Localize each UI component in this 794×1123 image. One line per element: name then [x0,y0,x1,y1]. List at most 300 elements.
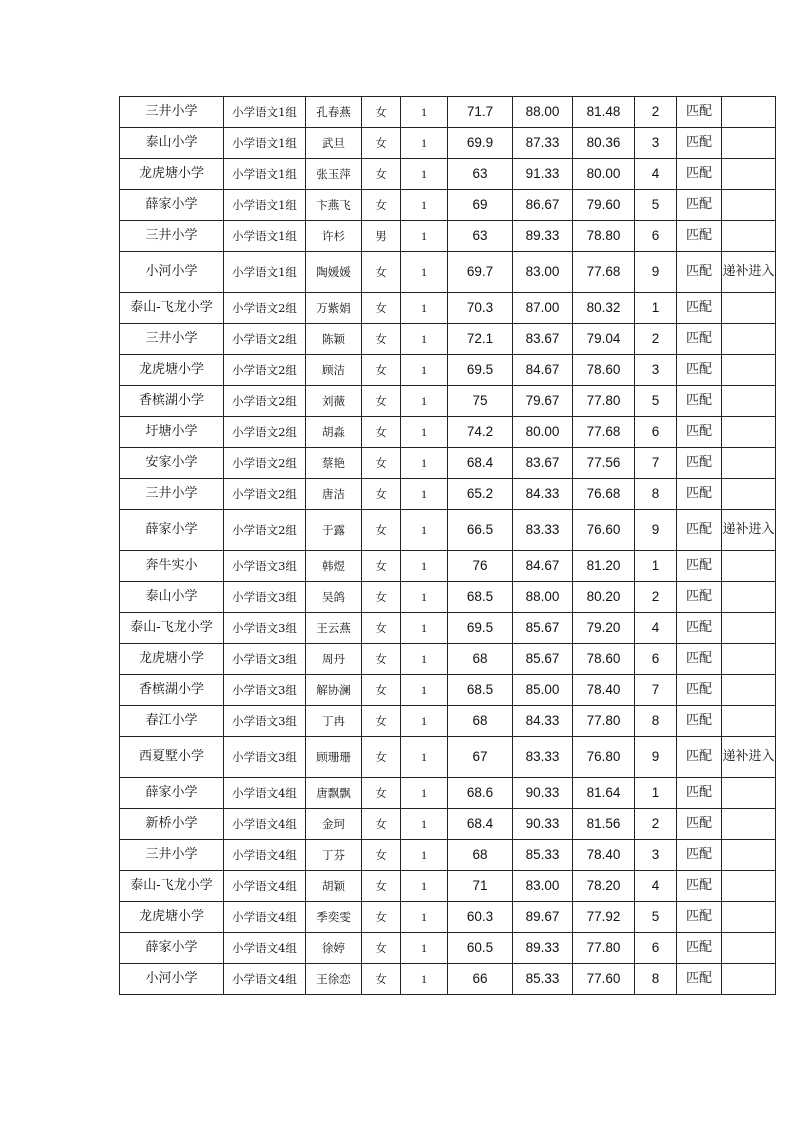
note-cell [722,190,776,221]
rank-cell: 3 [635,128,677,159]
group-cell: 小学语文3组 [224,551,306,582]
match-cell: 匹配 [677,448,722,479]
rank-cell: 4 [635,159,677,190]
group-cell: 小学语文4组 [224,809,306,840]
name-cell: 武旦 [306,128,362,159]
total-score-cell: 78.40 [573,840,635,871]
table-row [120,355,776,386]
total-score-cell: 77.68 [573,417,635,448]
name-cell: 唐飘飘 [306,778,362,809]
name-cell: 王徐恋 [306,964,362,995]
group-cell: 小学语文2组 [224,293,306,324]
name-cell: 于露 [306,510,362,551]
interview-score-cell: 84.33 [513,479,573,510]
note-cell: 递补进入 [722,510,776,551]
group-cell: 小学语文2组 [224,510,306,551]
group-cell: 小学语文3组 [224,737,306,778]
interview-score-cell: 89.33 [513,933,573,964]
name-cell: 周丹 [306,644,362,675]
count-cell: 1 [401,159,448,190]
note-cell [722,675,776,706]
note-cell [722,293,776,324]
table-row [120,293,776,324]
school-cell: 小河小学 [120,964,224,995]
gender-cell: 女 [362,737,401,778]
table-row [120,97,776,128]
rank-cell: 6 [635,417,677,448]
count-cell: 1 [401,252,448,293]
written-score-cell: 60.3 [448,902,513,933]
group-cell: 小学语文1组 [224,97,306,128]
note-cell: 递补进入 [722,737,776,778]
school-cell: 三井小学 [120,221,224,252]
gender-cell: 女 [362,675,401,706]
interview-score-cell: 85.33 [513,964,573,995]
total-score-cell: 80.00 [573,159,635,190]
interview-score-cell: 83.33 [513,510,573,551]
total-score-cell: 79.20 [573,613,635,644]
written-score-cell: 68.4 [448,448,513,479]
total-score-cell: 81.48 [573,97,635,128]
rank-cell: 8 [635,964,677,995]
match-cell: 匹配 [677,809,722,840]
interview-score-cell: 83.67 [513,324,573,355]
school-cell: 薛家小学 [120,933,224,964]
table-row [120,964,776,995]
count-cell: 1 [401,448,448,479]
match-cell: 匹配 [677,964,722,995]
table-row [120,448,776,479]
total-score-cell: 76.68 [573,479,635,510]
school-cell: 泰山-飞龙小学 [120,293,224,324]
school-cell: 安家小学 [120,448,224,479]
name-cell: 蔡艳 [306,448,362,479]
interview-score-cell: 83.00 [513,871,573,902]
interview-score-cell: 87.33 [513,128,573,159]
school-cell: 香槟湖小学 [120,386,224,417]
match-cell: 匹配 [677,551,722,582]
interview-score-cell: 90.33 [513,809,573,840]
name-cell: 刘薇 [306,386,362,417]
interview-score-cell: 84.67 [513,355,573,386]
name-cell: 韩煜 [306,551,362,582]
group-cell: 小学语文2组 [224,479,306,510]
group-cell: 小学语文3组 [224,613,306,644]
match-cell: 匹配 [677,510,722,551]
match-cell: 匹配 [677,190,722,221]
match-cell: 匹配 [677,582,722,613]
interview-score-cell: 85.33 [513,840,573,871]
group-cell: 小学语文2组 [224,386,306,417]
interview-score-cell: 91.33 [513,159,573,190]
interview-score-cell: 83.33 [513,737,573,778]
school-cell: 泰山小学 [120,582,224,613]
name-cell: 许杉 [306,221,362,252]
note-cell [722,128,776,159]
written-score-cell: 71.7 [448,97,513,128]
table-row [120,613,776,644]
table-row [120,417,776,448]
table-row [120,324,776,355]
total-score-cell: 80.32 [573,293,635,324]
rank-cell: 4 [635,871,677,902]
school-cell: 泰山小学 [120,128,224,159]
rank-cell: 5 [635,902,677,933]
match-cell: 匹配 [677,902,722,933]
written-score-cell: 68 [448,840,513,871]
match-cell: 匹配 [677,706,722,737]
total-score-cell: 76.60 [573,510,635,551]
note-cell [722,964,776,995]
written-score-cell: 66.5 [448,510,513,551]
gender-cell: 女 [362,159,401,190]
name-cell: 胡颖 [306,871,362,902]
group-cell: 小学语文4组 [224,840,306,871]
gender-cell: 女 [362,448,401,479]
school-cell: 小河小学 [120,252,224,293]
interview-score-cell: 88.00 [513,582,573,613]
interview-score-cell: 89.67 [513,902,573,933]
gender-cell: 女 [362,293,401,324]
interview-score-cell: 85.67 [513,644,573,675]
school-cell: 薛家小学 [120,778,224,809]
match-cell: 匹配 [677,871,722,902]
rank-cell: 3 [635,840,677,871]
interview-score-cell: 83.67 [513,448,573,479]
total-score-cell: 76.80 [573,737,635,778]
name-cell: 丁冉 [306,706,362,737]
name-cell: 陶媛媛 [306,252,362,293]
total-score-cell: 80.36 [573,128,635,159]
school-cell: 春江小学 [120,706,224,737]
rank-cell: 9 [635,252,677,293]
count-cell: 1 [401,871,448,902]
note-cell [722,933,776,964]
table-row [120,190,776,221]
count-cell: 1 [401,355,448,386]
match-cell: 匹配 [677,324,722,355]
rank-cell: 5 [635,190,677,221]
written-score-cell: 60.5 [448,933,513,964]
group-cell: 小学语文1组 [224,128,306,159]
school-cell: 三井小学 [120,324,224,355]
interview-score-cell: 86.67 [513,190,573,221]
interview-score-cell: 85.00 [513,675,573,706]
name-cell: 卞燕飞 [306,190,362,221]
gender-cell: 女 [362,386,401,417]
count-cell: 1 [401,190,448,221]
table-row [120,706,776,737]
rank-cell: 7 [635,448,677,479]
rank-cell: 4 [635,613,677,644]
table-row [120,551,776,582]
name-cell: 王云燕 [306,613,362,644]
table-row [120,840,776,871]
match-cell: 匹配 [677,293,722,324]
count-cell: 1 [401,706,448,737]
gender-cell: 女 [362,355,401,386]
table-row [120,479,776,510]
gender-cell: 女 [362,324,401,355]
table-row [120,871,776,902]
name-cell: 陈颖 [306,324,362,355]
gender-cell: 女 [362,644,401,675]
match-cell: 匹配 [677,840,722,871]
interview-score-cell: 88.00 [513,97,573,128]
rank-cell: 9 [635,737,677,778]
count-cell: 1 [401,675,448,706]
gender-cell: 女 [362,417,401,448]
total-score-cell: 79.60 [573,190,635,221]
total-score-cell: 77.56 [573,448,635,479]
written-score-cell: 70.3 [448,293,513,324]
match-cell: 匹配 [677,778,722,809]
gender-cell: 女 [362,582,401,613]
group-cell: 小学语文3组 [224,675,306,706]
name-cell: 胡淼 [306,417,362,448]
count-cell: 1 [401,128,448,159]
match-cell: 匹配 [677,97,722,128]
note-cell: 递补进入 [722,252,776,293]
written-score-cell: 68.5 [448,582,513,613]
interview-score-cell: 80.00 [513,417,573,448]
match-cell: 匹配 [677,128,722,159]
name-cell: 唐洁 [306,479,362,510]
name-cell: 万紫娟 [306,293,362,324]
match-cell: 匹配 [677,252,722,293]
gender-cell: 女 [362,778,401,809]
match-cell: 匹配 [677,933,722,964]
note-cell [722,902,776,933]
table-row [120,902,776,933]
name-cell: 丁芬 [306,840,362,871]
match-cell: 匹配 [677,386,722,417]
total-score-cell: 78.20 [573,871,635,902]
group-cell: 小学语文4组 [224,902,306,933]
match-cell: 匹配 [677,355,722,386]
note-cell [722,840,776,871]
match-cell: 匹配 [677,644,722,675]
gender-cell: 女 [362,613,401,644]
rank-cell: 2 [635,582,677,613]
written-score-cell: 68.4 [448,809,513,840]
match-cell: 匹配 [677,159,722,190]
group-cell: 小学语文2组 [224,324,306,355]
count-cell: 1 [401,964,448,995]
school-cell: 三井小学 [120,479,224,510]
note-cell [722,355,776,386]
table-row [120,386,776,417]
group-cell: 小学语文3组 [224,706,306,737]
note-cell [722,809,776,840]
table-row [120,252,776,293]
match-cell: 匹配 [677,613,722,644]
gender-cell: 女 [362,97,401,128]
interview-score-cell: 84.33 [513,706,573,737]
gender-cell: 女 [362,964,401,995]
rank-cell: 6 [635,933,677,964]
table-row [120,809,776,840]
gender-cell: 女 [362,479,401,510]
total-score-cell: 81.20 [573,551,635,582]
school-cell: 奔牛实小 [120,551,224,582]
interview-score-cell: 83.00 [513,252,573,293]
count-cell: 1 [401,582,448,613]
count-cell: 1 [401,386,448,417]
count-cell: 1 [401,221,448,252]
gender-cell: 女 [362,809,401,840]
gender-cell: 男 [362,221,401,252]
school-cell: 香槟湖小学 [120,675,224,706]
count-cell: 1 [401,933,448,964]
group-cell: 小学语文2组 [224,355,306,386]
gender-cell: 女 [362,902,401,933]
name-cell: 吴鸽 [306,582,362,613]
rank-cell: 6 [635,644,677,675]
table-row [120,159,776,190]
gender-cell: 女 [362,252,401,293]
name-cell: 金珂 [306,809,362,840]
written-score-cell: 68 [448,706,513,737]
written-score-cell: 63 [448,159,513,190]
interview-score-cell: 85.67 [513,613,573,644]
total-score-cell: 78.80 [573,221,635,252]
school-cell: 龙虎塘小学 [120,355,224,386]
group-cell: 小学语文1组 [224,221,306,252]
table-row [120,644,776,675]
written-score-cell: 74.2 [448,417,513,448]
total-score-cell: 77.68 [573,252,635,293]
count-cell: 1 [401,613,448,644]
total-score-cell: 80.20 [573,582,635,613]
name-cell: 解协澜 [306,675,362,706]
rank-cell: 2 [635,324,677,355]
total-score-cell: 77.60 [573,964,635,995]
written-score-cell: 72.1 [448,324,513,355]
count-cell: 1 [401,644,448,675]
group-cell: 小学语文2组 [224,448,306,479]
written-score-cell: 76 [448,551,513,582]
table-row [120,510,776,551]
count-cell: 1 [401,324,448,355]
note-cell [722,582,776,613]
group-cell: 小学语文3组 [224,644,306,675]
school-cell: 新桥小学 [120,809,224,840]
group-cell: 小学语文1组 [224,159,306,190]
note-cell [722,159,776,190]
school-cell: 泰山-飞龙小学 [120,613,224,644]
name-cell: 孔春燕 [306,97,362,128]
written-score-cell: 69.5 [448,355,513,386]
written-score-cell: 71 [448,871,513,902]
total-score-cell: 78.60 [573,355,635,386]
count-cell: 1 [401,551,448,582]
total-score-cell: 77.80 [573,706,635,737]
group-cell: 小学语文4组 [224,964,306,995]
total-score-cell: 78.60 [573,644,635,675]
interview-score-cell: 79.67 [513,386,573,417]
rank-cell: 5 [635,386,677,417]
school-cell: 薛家小学 [120,190,224,221]
total-score-cell: 79.04 [573,324,635,355]
name-cell: 顾珊珊 [306,737,362,778]
count-cell: 1 [401,417,448,448]
written-score-cell: 69.5 [448,613,513,644]
gender-cell: 女 [362,190,401,221]
written-score-cell: 75 [448,386,513,417]
match-cell: 匹配 [677,479,722,510]
total-score-cell: 77.80 [573,386,635,417]
school-cell: 龙虎塘小学 [120,902,224,933]
table-row [120,778,776,809]
match-cell: 匹配 [677,737,722,778]
school-cell: 三井小学 [120,97,224,128]
rank-cell: 6 [635,221,677,252]
total-score-cell: 77.80 [573,933,635,964]
gender-cell: 女 [362,933,401,964]
note-cell [722,448,776,479]
written-score-cell: 69.9 [448,128,513,159]
table-row [120,737,776,778]
rank-cell: 3 [635,355,677,386]
total-score-cell: 81.64 [573,778,635,809]
count-cell: 1 [401,902,448,933]
note-cell [722,706,776,737]
written-score-cell: 68.5 [448,675,513,706]
count-cell: 1 [401,479,448,510]
match-cell: 匹配 [677,221,722,252]
gender-cell: 女 [362,871,401,902]
total-score-cell: 81.56 [573,809,635,840]
group-cell: 小学语文3组 [224,582,306,613]
group-cell: 小学语文1组 [224,190,306,221]
school-cell: 薛家小学 [120,510,224,551]
school-cell: 西夏墅小学 [120,737,224,778]
note-cell [722,386,776,417]
count-cell: 1 [401,840,448,871]
count-cell: 1 [401,778,448,809]
interview-score-cell: 84.67 [513,551,573,582]
rank-cell: 1 [635,551,677,582]
rank-cell: 7 [635,675,677,706]
group-cell: 小学语文1组 [224,252,306,293]
written-score-cell: 65.2 [448,479,513,510]
group-cell: 小学语文4组 [224,778,306,809]
group-cell: 小学语文2组 [224,417,306,448]
note-cell [722,644,776,675]
count-cell: 1 [401,97,448,128]
group-cell: 小学语文4组 [224,933,306,964]
interview-score-cell: 89.33 [513,221,573,252]
written-score-cell: 69 [448,190,513,221]
interview-score-cell: 87.00 [513,293,573,324]
gender-cell: 女 [362,510,401,551]
note-cell [722,221,776,252]
written-score-cell: 68 [448,644,513,675]
rank-cell: 2 [635,97,677,128]
table-row [120,221,776,252]
written-score-cell: 67 [448,737,513,778]
total-score-cell: 77.92 [573,902,635,933]
written-score-cell: 66 [448,964,513,995]
count-cell: 1 [401,809,448,840]
match-cell: 匹配 [677,417,722,448]
school-cell: 龙虎塘小学 [120,159,224,190]
rank-cell: 2 [635,809,677,840]
note-cell [722,97,776,128]
rank-cell: 8 [635,479,677,510]
name-cell: 张玉萍 [306,159,362,190]
